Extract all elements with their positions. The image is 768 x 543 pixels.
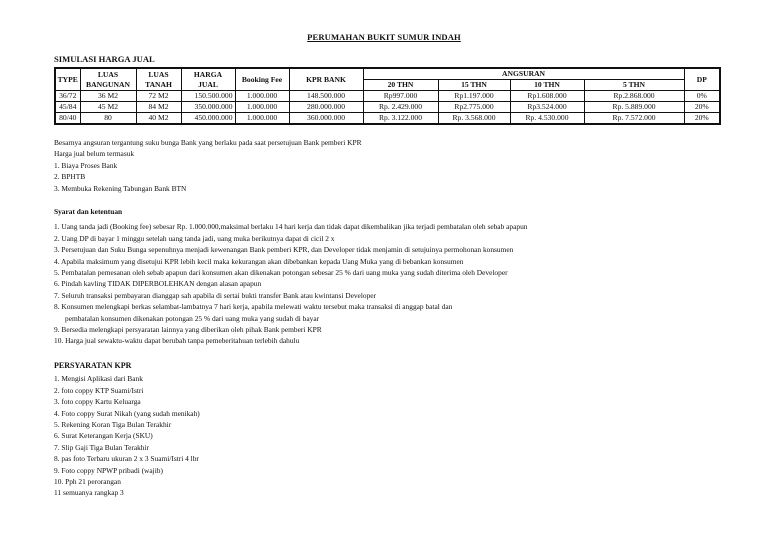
syarat-item: 5. Pembatalan pemesanan oleh sebab apapun dari konsumen akan dikenakan potongan sebesar 25 % dari uang muka yang sudah diterima oleh Developer <box>54 268 508 278</box>
cell-dp: 20% <box>684 113 720 125</box>
cell-booking-fee: 1.000.000 <box>235 113 289 125</box>
cell-luas-tanah: 72 M2 <box>136 91 181 102</box>
syarat-item: 7. Seluruh transaksi pembayaran dianggap sah apabila di sertai bukti transfer Bank atau kwintansi Developer <box>54 290 377 300</box>
cell-type: 80/40 <box>55 113 80 125</box>
header-angsuran: ANGSURAN <box>363 68 684 80</box>
cell-kpr-bank: 148.500.000 <box>289 91 363 102</box>
header-10-thn: 10 THN <box>510 80 584 91</box>
syarat-item: 4. Apabila maksimum yang disetujui KPR lebih kecil maka kekurangan akan dibebankan kepada Uang Muka yang di bebankan konsumen <box>54 256 464 266</box>
cell-angsuran-15: Rp2.775.000 <box>438 102 510 113</box>
persyaratan-item: 1. Mengisi Aplikasi dari Bank <box>54 374 143 384</box>
document-title: PERUMAHAN BUKIT SUMUR INDAH <box>307 32 461 42</box>
header-type: TYPE <box>55 68 80 91</box>
table-row <box>55 91 720 102</box>
cell-booking-fee: 1.000.000 <box>235 102 289 113</box>
persyaratan-item: 9. Foto coppy NPWP pribadi (wajib) <box>54 465 163 475</box>
cell-angsuran-20: Rp. 2.429.000 <box>363 102 438 113</box>
cell-luas-tanah: 40 M2 <box>136 113 181 125</box>
syarat-item: 10. Harga jual sewaktu-waktu dapat berubah tanpa pemeberitahuan terlebih dahulu <box>54 336 300 346</box>
header-5-thn: 5 THN <box>584 80 684 91</box>
header-kpr-bank: KPR BANK <box>289 68 363 91</box>
cell-angsuran-10: Rp3.524.000 <box>510 102 584 113</box>
note-harga-item: 2. BPHTB <box>54 172 86 182</box>
cell-luas-bangunan: 36 M2 <box>80 91 136 102</box>
syarat-item: 6. Pindah kavling TIDAK DIPERBOLEHKAN dengan alasan apapun <box>54 279 262 289</box>
persyaratan-item: 10. Pph 21 perorangan <box>54 477 121 487</box>
persyaratan-item: 4. Foto coppy Surat Nikah (yang sudah menikah) <box>54 408 200 418</box>
persyaratan-item: 6. Surat Keterangan Kerja (SKU) <box>54 431 153 441</box>
cell-type: 45/84 <box>55 102 80 113</box>
cell-kpr-bank: 280.000.000 <box>289 102 363 113</box>
persyaratan-heading: PERSYARATAN KPR <box>54 361 132 370</box>
persyaratan-item: 7. Slip Gaji Tiga Bulan Terakhir <box>54 442 150 452</box>
section-title-simulasi: SIMULASI HARGA JUAL <box>54 54 155 64</box>
header-luas-bangunan: LUAS BANGUNAN <box>80 68 136 91</box>
cell-kpr-bank: 360.000.000 <box>289 113 363 125</box>
cell-harga-jual: 150.500.000 <box>181 91 235 102</box>
syarat-item: 9. Bersedia melengkapi persyaratan lainnya yang diberikan oleh pihak Bank pemberi KPR <box>54 325 322 335</box>
cell-luas-tanah: 84 M2 <box>136 102 181 113</box>
syarat-item: 8. Konsumen melengkapi berkas selambat-lambatnya 7 hari kerja, apabila melewati waktu tersebut maka transaksi di anggap batal dan <box>54 302 453 312</box>
cell-angsuran-20: Rp. 3.122.000 <box>363 113 438 125</box>
cell-harga-jual: 450.000.000 <box>181 113 235 125</box>
persyaratan-item: 3. foto coppy Kartu Keluarga <box>54 397 141 407</box>
header-20-thn: 20 THN <box>363 80 438 91</box>
cell-dp: 0% <box>684 91 720 102</box>
header-booking-fee: Booking Fee <box>235 68 289 91</box>
syarat-item: 1. Uang tanda jadi (Booking fee) sebesar Rp. 1.000.000,maksimal berlaku 14 hari kerja dan tidak dapat dikembalikan jika terjadi pembatalan oleh sebab apapun <box>54 222 528 232</box>
persyaratan-block <box>54 360 200 499</box>
note-harga-intro: Harga jual belum termasuk <box>54 149 135 159</box>
syarat-item: 3. Persetujuan dan Suku Bunga sepenuhnya menjadi kewenangan Bank pemberi KPR, dan Developer tidak menjamin di setujuinya permohonan konsumen <box>54 245 514 255</box>
cell-angsuran-10: Rp1.608.000 <box>510 91 584 102</box>
note-suku-bunga: Besarnya angsuran tergantung suku bunga Bank yang berlaku pada saat persetujuan Bank pemberi KPR <box>54 138 362 147</box>
persyaratan-item: 2. foto coppy KTP Suami/Istri <box>54 385 144 395</box>
header-dp: DP <box>684 68 720 91</box>
cell-angsuran-5: Rp. 5.889.000 <box>584 102 684 113</box>
cell-angsuran-10: Rp. 4.530.000 <box>510 113 584 125</box>
cell-angsuran-15: Rp. 3.568.000 <box>438 113 510 125</box>
header-luas-tanah: LUAS TANAH <box>136 68 181 91</box>
syarat-block <box>54 206 527 347</box>
cell-angsuran-15: Rp1.197.000 <box>438 91 510 102</box>
persyaratan-item: 8. pas foto Terbaru ukuran 2 x 3 Suami/Istri 4 lbr <box>54 454 199 464</box>
notes-block <box>54 137 362 194</box>
cell-angsuran-5: Rp.2.868.000 <box>584 91 684 102</box>
cell-dp: 20% <box>684 102 720 113</box>
header-harga-jual: HARGA JUAL <box>181 68 235 91</box>
syarat-item-continuation: pembatalan konsumen dikenakan potongan 25 % dari uang muka yang sudah di bayar <box>65 313 320 323</box>
cell-harga-jual: 350.000.000 <box>181 102 235 113</box>
price-simulation-table <box>54 67 721 125</box>
table-header-row <box>55 68 720 80</box>
table-row <box>55 113 720 125</box>
cell-luas-bangunan: 45 M2 <box>80 102 136 113</box>
header-15-thn: 15 THN <box>438 80 510 91</box>
cell-angsuran-20: Rp997.000 <box>363 91 438 102</box>
note-harga-item: 3. Membuka Rekening Tabungan Bank BTN <box>54 183 187 193</box>
cell-booking-fee: 1.000.000 <box>235 91 289 102</box>
syarat-heading: Syarat dan ketentuan <box>54 207 123 216</box>
cell-luas-bangunan: 80 <box>80 113 136 125</box>
persyaratan-item: 11 semuanya rangkap 3 <box>54 488 124 498</box>
cell-type: 36/72 <box>55 91 80 102</box>
note-harga-item: 1. Biaya Proses Bank <box>54 160 118 170</box>
cell-angsuran-5: Rp. 7.572.000 <box>584 113 684 125</box>
syarat-item: 2. Uang DP di bayar 1 minggu setelah uang tanda jadi, uang muka berikutnya dapat di cicil 2 x <box>54 233 335 243</box>
persyaratan-item: 5. Rekening Koran Tiga Bulan Terakhir <box>54 420 172 430</box>
table-row <box>55 102 720 113</box>
